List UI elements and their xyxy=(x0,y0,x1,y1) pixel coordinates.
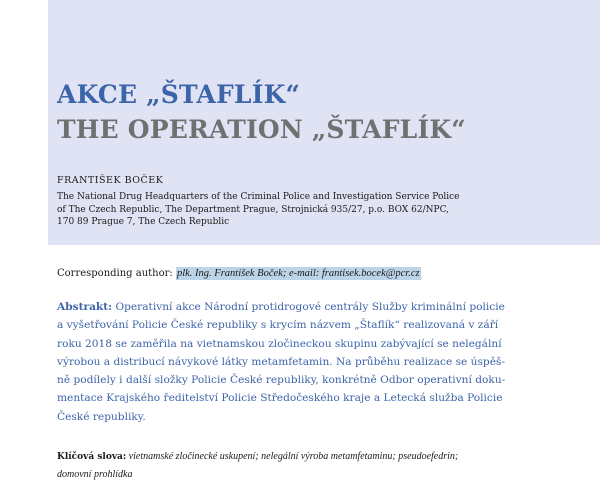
affiliation-line: 170 89 Prague 7, The Czech Republic xyxy=(57,217,230,227)
abstract-line: České republiky. xyxy=(57,410,146,423)
corresponding-author-label: Corresponding author: xyxy=(57,268,173,279)
corresponding-author-contact[interactable]: plk. Ing. František Boček; e-mail: frantisek.bocek@pcr.cz xyxy=(176,268,420,279)
abstract-label: Abstrakt: xyxy=(57,301,113,313)
corresponding-author xyxy=(57,268,421,279)
author-name: FRANTIŠEK BOČEK xyxy=(57,175,164,186)
abstract-line: mentace Krajského ředitelství Policie Středočeského kraje a Letecká služba Policie xyxy=(57,392,503,405)
title-czech: AKCE „ŠTAFLÍK“ xyxy=(57,80,301,109)
abstract-line: a vyšetřování Policie České republiky s krycím názvem „Štaflík“ realizovaná v září xyxy=(57,319,499,332)
keywords-line xyxy=(57,466,567,484)
abstract-text: Operativní akce Národní protidrogové centrály Služby kriminální policie xyxy=(112,301,505,313)
abstract-line: ně podílely i další složky Policie České republiky, konkrétně Odbor operativní doku- xyxy=(57,374,506,387)
keywords-text: domovní prohlídka xyxy=(57,469,133,480)
keywords-line xyxy=(57,448,567,466)
title-english: THE OPERATION „ŠTAFLÍK“ xyxy=(57,115,466,144)
abstract-line xyxy=(57,298,565,316)
abstract-line: roku 2018 se zaměřila na vietnamskou zločineckou skupinu zabývající se nelegální xyxy=(57,337,502,350)
keywords xyxy=(57,448,567,484)
affiliation-line: of The Czech Republic, The Department Prague, Strojnická 935/27, p.o. BOX 62/NPC, xyxy=(57,204,450,215)
keywords-text: vietnamské zločinecké uskupení; nelegální výroba metamfetaminu; pseudoefedrin; xyxy=(126,451,459,462)
affiliation-line: The National Drug Headquarters of the Criminal Police and Investigation Service Police xyxy=(57,192,460,202)
keywords-label: Klíčová slova: xyxy=(57,452,127,462)
author-affiliation xyxy=(57,191,557,229)
abstract xyxy=(57,298,565,426)
abstract-line: výrobou a distribucí návykové látky metamfetamin. Na průběhu realizace se úspěš- xyxy=(57,355,505,368)
